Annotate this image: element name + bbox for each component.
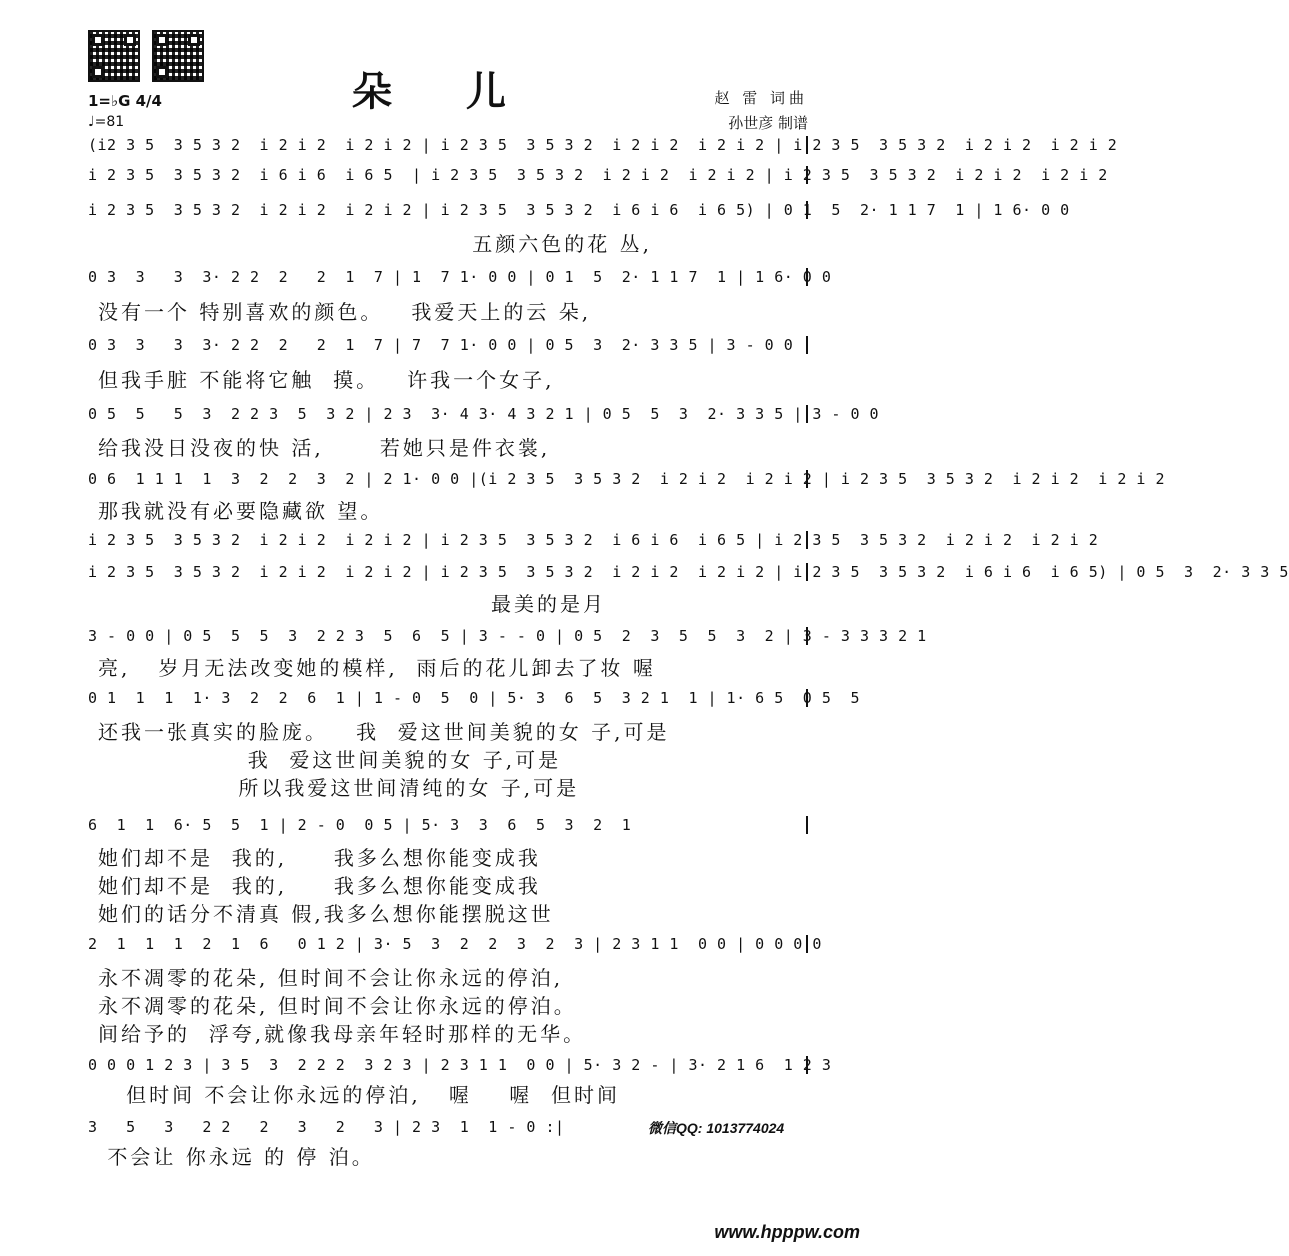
notation-line: 0 3 3 3 3· 2 2 2 2 1 7 | 7 7 1· 0 0 | 0 5 3 2· 3 3 5 | 3 - 0 0 xyxy=(88,336,808,354)
lyric-line: 但我手脏 不能将它触 摸。 许我一个女子, xyxy=(98,368,555,392)
lyric-line: 给我没日没夜的快 活, 若她只是件衣裳, xyxy=(98,436,551,460)
notation-line: 0 0 0 1 2 3 | 3 5 3 2 2 2 3 2 3 | 2 3 1 1 0 0 | 5· 3 2 - | 3· 2 1 6 1 2 3 xyxy=(88,1056,832,1074)
notation-line: 0 5 5 5 3 2 2 3 5 3 2 | 2 3 3· 4 3· 4 3 2 1 | 0 5 5 3 2· 3 3 5 | 3 - 0 0 xyxy=(88,405,880,423)
lyric-line: 还我一张真实的脸庞。 我 爱这世间美貌的女 子,可是 xyxy=(98,720,670,744)
contact-info: 微信QQ: 1013774024 xyxy=(648,1120,785,1136)
notation-line: 0 3 3 3 3· 2 2 2 2 1 7 | 1 7 1· 0 0 | 0 1 5 2· 1 1 7 1 | 1 6· 0 0 xyxy=(88,268,832,286)
lyric-line: 永不凋零的花朵, 但时间不会让你永远的停泊。 xyxy=(98,994,577,1018)
notation-line: 6 1 1 6· 5 5 1 | 2 - 0 0 5 | 5· 3 3 6 5 3 2 1 xyxy=(88,816,808,834)
lyric-line: 不会让 你永远 的 停 泊。 xyxy=(98,1145,375,1169)
lyric-line: 没有一个 特别喜欢的颜色。 我爱天上的云 朵, xyxy=(98,300,592,324)
notation-line: i 2 3 5 3 5 3 2 i 2 i 2 i 2 i 2 | i 2 3 5 3 5 3 2 i 2 i 2 i 2 i 2 | i 2 3 5 3 5 3 2 i 6 i 6 i 6 5) | 0 5 3 2· 3 3 5 xyxy=(88,563,1289,581)
lyric-line: 那我就没有必要隐藏欲 望。 xyxy=(98,499,384,523)
lyric-line: 我 爱这世间美貌的女 子,可是 xyxy=(98,748,562,772)
lyric-line: 永不凋零的花朵, 但时间不会让你永远的停泊, xyxy=(98,966,564,990)
notation-line: 2 1 1 1 2 1 6 0 1 2 | 3· 5 3 2 2 3 2 3 | 2 3 1 1 0 0 | 0 0 0 0 xyxy=(88,935,822,953)
lyric-line: 她们却不是 我的, 我多么想你能变成我 xyxy=(98,874,541,898)
notation-line: i 2 3 5 3 5 3 2 i 2 i 2 i 2 i 2 | i 2 3 5 3 5 3 2 i 6 i 6 i 6 5) | 0 1 5 2· 1 1 7 1 | 1 6· 0 0 xyxy=(88,201,1070,219)
notation-line: 0 6 1 1 1 1 3 2 2 3 2 | 2 1· 0 0 |(i 2 3 5 3 5 3 2 i 2 i 2 i 2 i 2 | i 2 3 5 3 5 3 2 i 2 i 2 i 2 i 2 xyxy=(88,470,1165,488)
key-signature: 1=♭G 4/4 xyxy=(88,92,162,110)
notation-line: 3 5 3 2 2 2 3 2 3 | 2 3 1 1 - 0 :| xyxy=(88,1118,565,1136)
lyric-line: 她们却不是 我的, 我多么想你能变成我 xyxy=(98,846,541,870)
notation-line: (i2 3 5 3 5 3 2 i 2 i 2 i 2 i 2 | i 2 3 5 3 5 3 2 i 2 i 2 i 2 i 2 | i 2 3 5 3 5 3 2 i 2 i 2 i 2 i 2 xyxy=(88,136,1118,154)
notation-line: 0 1 1 1 1· 3 2 2 6 1 | 1 - 0 5 0 | 5· 3 6 5 3 2 1 1 | 1· 6 5 0 5 5 xyxy=(88,689,860,707)
notation-line: 3 - 0 0 | 0 5 5 5 3 2 2 3 5 6 5 | 3 - - 0 | 0 5 2 3 5 5 3 2 | 3 - 3 3 3 2 1 xyxy=(88,627,927,645)
lyric-line: 她们的话分不清真 假,我多么想你能摆脱这世 xyxy=(98,902,554,926)
lyric-line: 但时间 不会让你永远的停泊, 喔 喔 但时间 xyxy=(98,1083,621,1107)
lyric-line: 亮, 岁月无法改变她的模样, 雨后的花儿卸去了妆 喔 xyxy=(98,656,656,680)
arranger-credit: 孙世彦 制谱 xyxy=(728,114,808,132)
website-watermark: www.hpppw.com xyxy=(714,1222,860,1242)
tempo-marking: ♩=81 xyxy=(88,114,125,130)
notation-line: i 2 3 5 3 5 3 2 i 2 i 2 i 2 i 2 | i 2 3 5 3 5 3 2 i 6 i 6 i 6 5 | i 2 3 5 3 5 3 2 i 2 i 2 i 2 i 2 xyxy=(88,531,1099,549)
song-title: 朵 儿 xyxy=(352,68,536,115)
lyric-line: 所以我爱这世间清纯的女 子,可是 xyxy=(98,776,580,800)
composer-credit: 赵 雷 词曲 xyxy=(714,89,808,107)
lyric-line: 五颜六色的花 丛, xyxy=(98,232,653,256)
notation-line: i 2 3 5 3 5 3 2 i 6 i 6 i 6 5 | i 2 3 5 3 5 3 2 i 2 i 2 i 2 i 2 | i 2 3 5 3 5 3 2 i 2 i 2 i 2 i 2 xyxy=(88,166,1108,184)
lyric-line: 最美的是月 xyxy=(98,592,607,616)
lyric-line: 间给予的 浮夸,就像我母亲年轻时那样的无华。 xyxy=(98,1022,587,1046)
